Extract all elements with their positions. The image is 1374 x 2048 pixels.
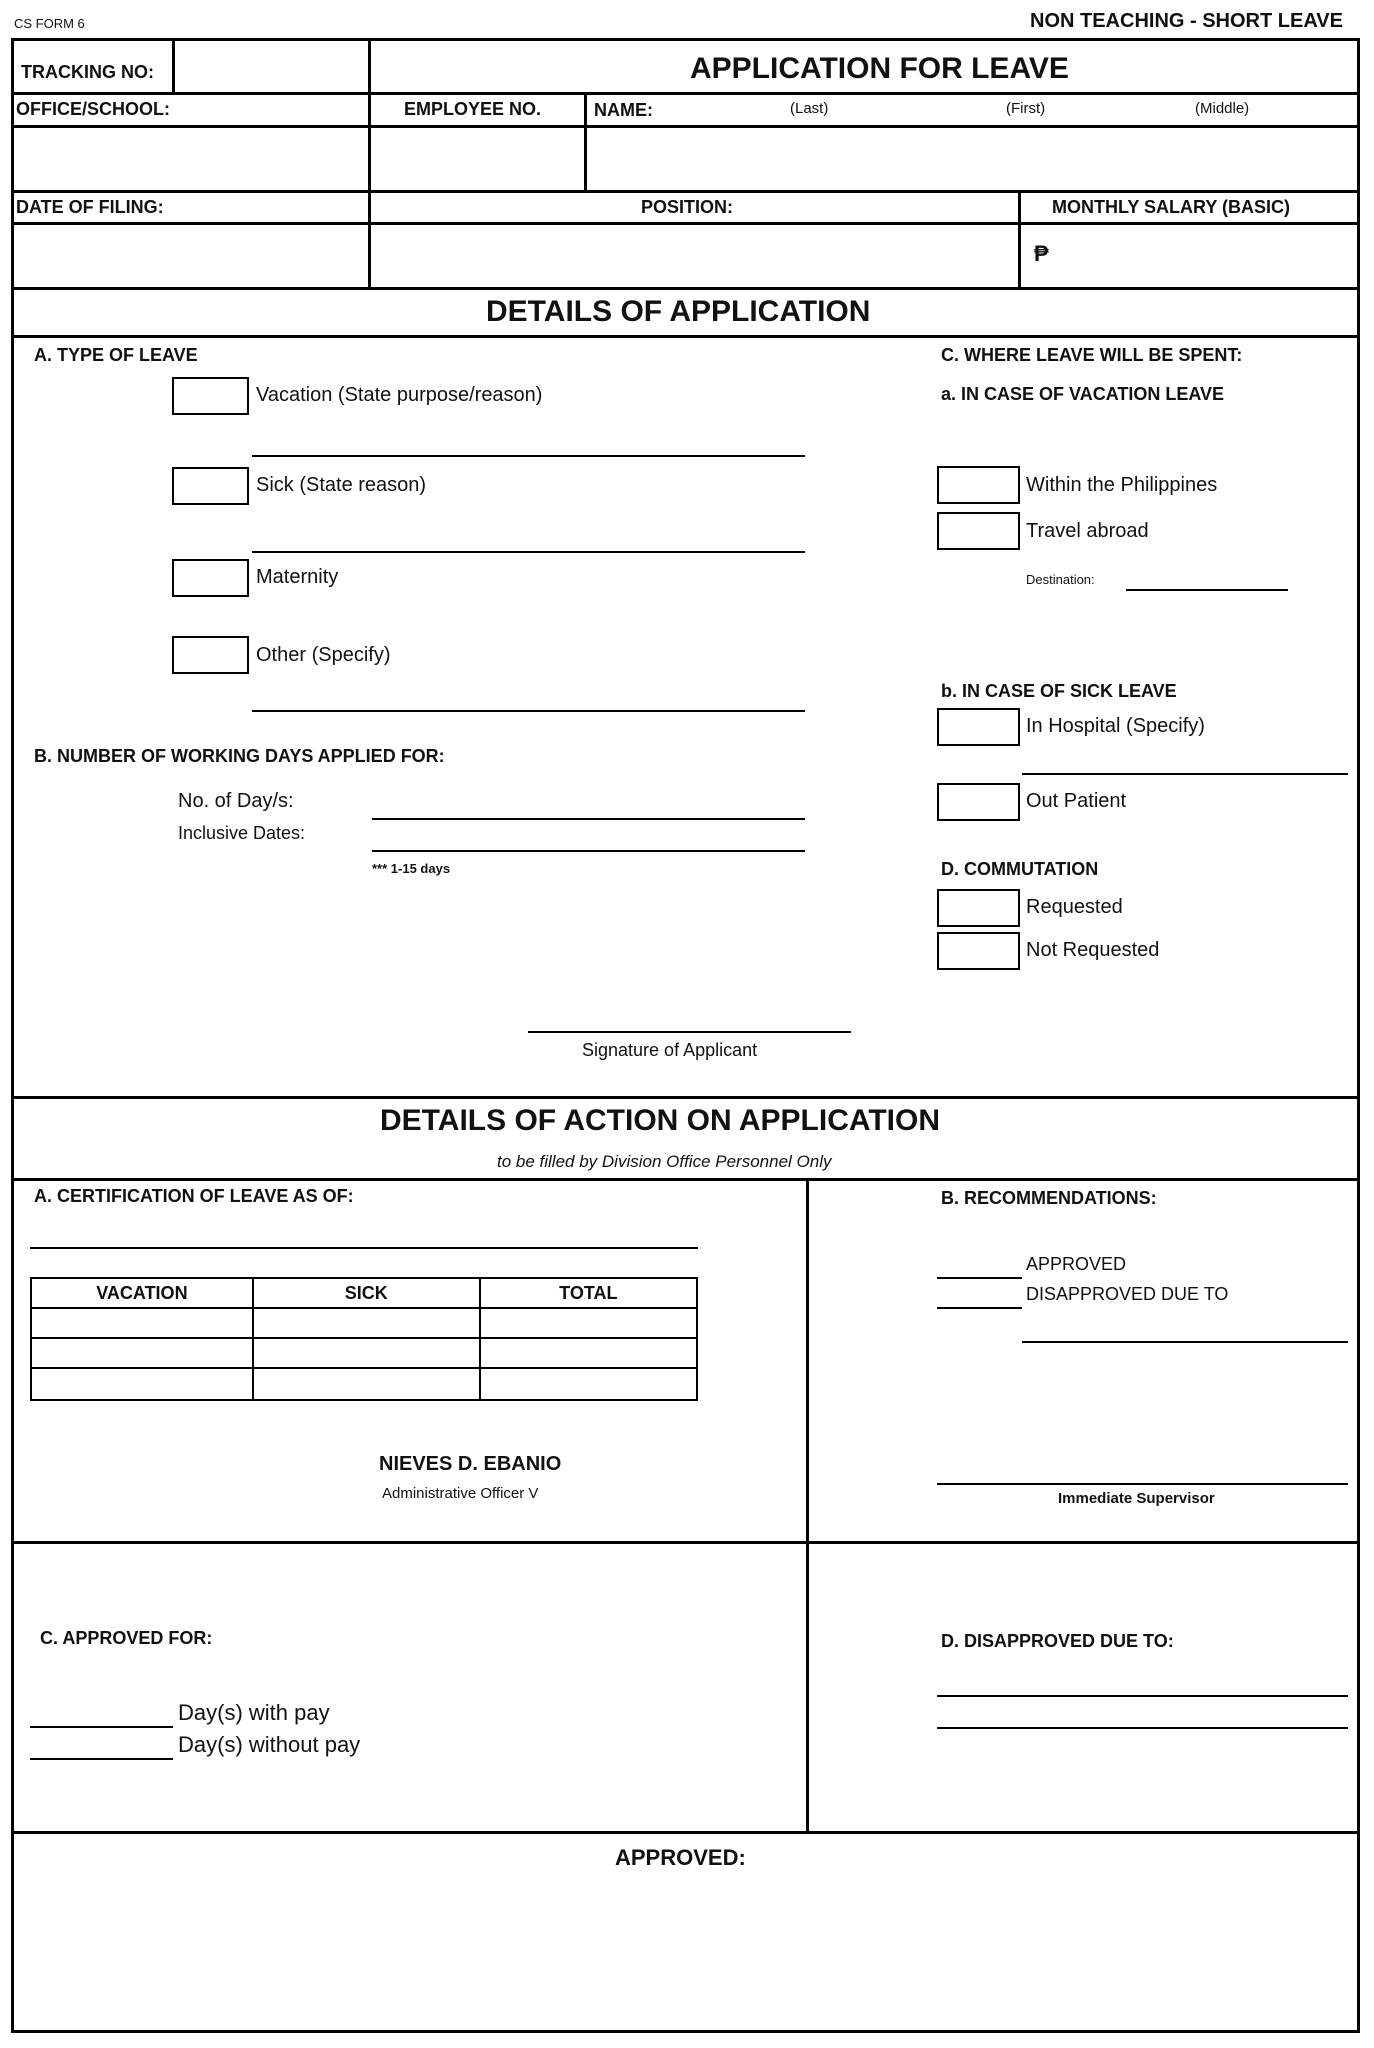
days-with-pay-label: Day(s) with pay — [178, 1700, 330, 1725]
employee-no-field[interactable] — [372, 129, 582, 187]
approved-for-heading: C. APPROVED FOR: — [40, 1628, 213, 1648]
total-column-header: TOTAL — [480, 1278, 697, 1308]
officer-title: Administrative Officer V — [382, 1485, 539, 1502]
name-first-hint: (First) — [1006, 100, 1046, 117]
where-leave-heading: C. WHERE LEAVE WILL BE SPENT: — [941, 345, 1243, 365]
table-cell[interactable] — [480, 1338, 697, 1368]
vacation-leave-heading: a. IN CASE OF VACATION LEAVE — [941, 384, 1225, 404]
other-label: Other (Specify) — [256, 644, 391, 666]
travel-abroad-checkbox[interactable] — [937, 512, 1020, 550]
table-cell[interactable] — [31, 1338, 253, 1368]
approved-label: APPROVED — [1026, 1254, 1127, 1274]
form-type: NON TEACHING - SHORT LEAVE — [1030, 10, 1343, 32]
name-field[interactable] — [588, 129, 1356, 187]
monthly-salary-field[interactable] — [1060, 226, 1356, 284]
signature-applicant-label: Signature of Applicant — [582, 1040, 758, 1060]
days-with-pay-line[interactable] — [30, 1726, 173, 1728]
final-approved-label: APPROVED: — [615, 1845, 746, 1870]
monthly-salary-label: MONTHLY SALARY (BASIC) — [1052, 197, 1291, 217]
within-philippines-label: Within the Philippines — [1026, 474, 1218, 496]
sick-label: Sick (State reason) — [256, 474, 427, 496]
disapproved-due-label: DISAPPROVED DUE TO — [1026, 1284, 1229, 1304]
days-without-pay-line[interactable] — [30, 1758, 173, 1760]
action-title: DETAILS OF ACTION ON APPLICATION — [380, 1104, 940, 1137]
position-field[interactable] — [372, 226, 1016, 284]
action-subtitle: to be filled by Division Office Personnel Only — [497, 1152, 832, 1171]
applicant-signature-line[interactable] — [528, 1031, 851, 1033]
within-philippines-checkbox[interactable] — [937, 466, 1020, 504]
out-patient-label: Out Patient — [1026, 790, 1127, 812]
disapproved-reason-line-1[interactable] — [937, 1695, 1348, 1697]
certification-date-line[interactable] — [30, 1247, 698, 1249]
immediate-supervisor-label: Immediate Supervisor — [1058, 1490, 1215, 1507]
disapproved-line[interactable] — [937, 1307, 1022, 1309]
peso-sign: ₱ — [1034, 241, 1049, 266]
inclusive-dates-label: Inclusive Dates: — [178, 823, 306, 843]
disapproved-reason-line[interactable] — [1022, 1341, 1348, 1343]
details-title: DETAILS OF APPLICATION — [486, 295, 871, 328]
maternity-label: Maternity — [256, 566, 339, 588]
certification-heading: A. CERTIFICATION OF LEAVE AS OF: — [34, 1186, 354, 1206]
sick-reason-line[interactable] — [252, 551, 805, 553]
form-code: CS FORM 6 — [14, 16, 85, 31]
requested-checkbox[interactable] — [937, 889, 1020, 927]
recommendations-heading: B. RECOMMENDATIONS: — [941, 1188, 1157, 1208]
other-checkbox[interactable] — [172, 636, 249, 674]
no-of-days-label: No. of Day/s: — [178, 790, 294, 812]
table-cell[interactable] — [480, 1308, 697, 1338]
vacation-label: Vacation (State purpose/reason) — [256, 384, 543, 406]
table-cell[interactable] — [31, 1308, 253, 1338]
date-filing-label: DATE OF FILING: — [16, 197, 164, 217]
office-school-label: OFFICE/SCHOOL: — [16, 99, 170, 119]
employee-no-label: EMPLOYEE NO. — [404, 99, 542, 119]
officer-name: NIEVES D. EBANIO — [379, 1453, 562, 1475]
disapproved-due-to-heading: D. DISAPPROVED DUE TO: — [941, 1631, 1174, 1651]
destination-label: Destination: — [1026, 572, 1095, 587]
name-label: NAME: — [594, 100, 653, 120]
no-of-days-line[interactable] — [372, 818, 805, 820]
in-hospital-checkbox[interactable] — [937, 708, 1020, 746]
table-cell[interactable] — [31, 1368, 253, 1400]
supervisor-signature-line[interactable] — [937, 1483, 1348, 1485]
table-cell[interactable] — [253, 1338, 480, 1368]
destination-line[interactable] — [1126, 589, 1288, 591]
working-days-heading: B. NUMBER OF WORKING DAYS APPLIED FOR: — [34, 746, 445, 766]
name-last-hint: (Last) — [790, 100, 829, 117]
not-requested-checkbox[interactable] — [937, 932, 1020, 970]
other-specify-line[interactable] — [252, 710, 805, 712]
sick-column-header: SICK — [253, 1278, 480, 1308]
leave-credits-table — [30, 1277, 698, 1401]
tracking-no-label: TRACKING NO: — [21, 62, 154, 82]
travel-abroad-label: Travel abroad — [1026, 520, 1149, 542]
days-without-pay-label: Day(s) without pay — [178, 1732, 361, 1757]
inclusive-dates-line[interactable] — [372, 850, 805, 852]
table-cell[interactable] — [480, 1368, 697, 1400]
in-hospital-label: In Hospital (Specify) — [1026, 715, 1205, 737]
vacation-reason-line[interactable] — [252, 455, 805, 457]
out-patient-checkbox[interactable] — [937, 783, 1020, 821]
type-of-leave-heading: A. TYPE OF LEAVE — [34, 345, 198, 365]
not-requested-label: Not Requested — [1026, 939, 1160, 961]
tracking-no-field[interactable] — [176, 42, 364, 90]
position-label: POSITION: — [641, 197, 734, 217]
date-filing-field[interactable] — [16, 226, 366, 284]
days-note: *** 1-15 days — [372, 861, 451, 876]
table-cell[interactable] — [253, 1308, 480, 1338]
sick-checkbox[interactable] — [172, 467, 249, 505]
approved-line[interactable] — [937, 1277, 1022, 1279]
table-cell[interactable] — [253, 1368, 480, 1400]
vacation-checkbox[interactable] — [172, 377, 249, 415]
form-title: APPLICATION FOR LEAVE — [690, 52, 1069, 85]
vacation-column-header: VACATION — [31, 1278, 253, 1308]
office-school-field[interactable] — [16, 129, 366, 187]
sick-leave-heading: b. IN CASE OF SICK LEAVE — [941, 681, 1177, 701]
maternity-checkbox[interactable] — [172, 559, 249, 597]
commutation-heading: D. COMMUTATION — [941, 859, 1099, 879]
requested-label: Requested — [1026, 896, 1123, 918]
disapproved-reason-line-2[interactable] — [937, 1727, 1348, 1729]
name-middle-hint: (Middle) — [1195, 100, 1250, 117]
in-hospital-line[interactable] — [1022, 773, 1348, 775]
